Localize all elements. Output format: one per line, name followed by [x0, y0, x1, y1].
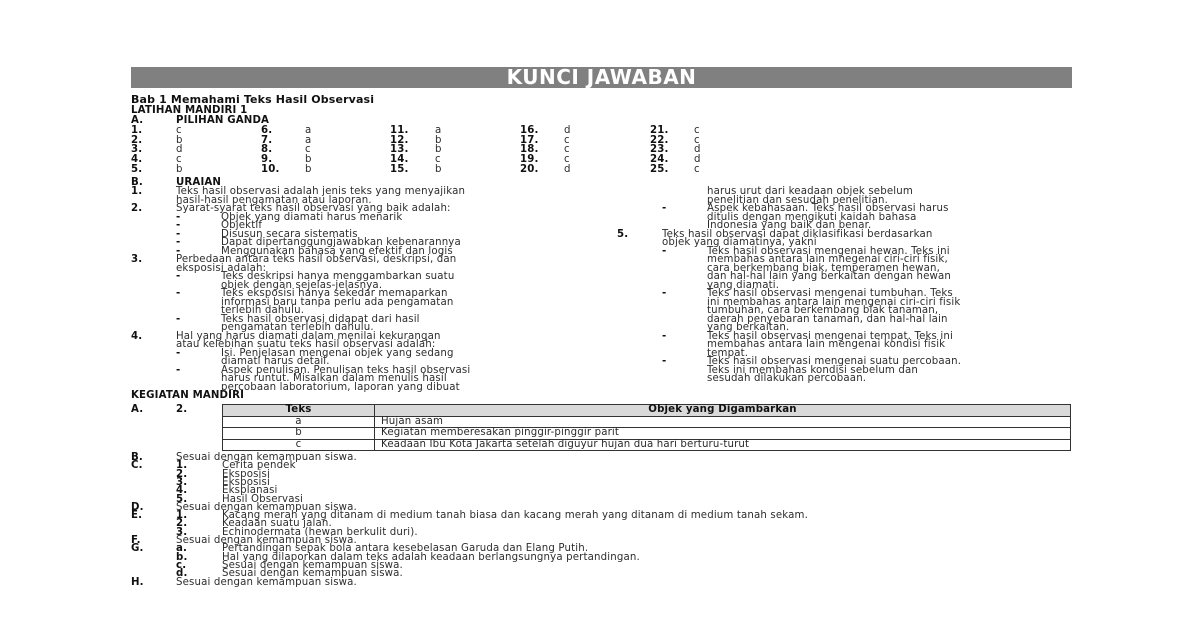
uraian-text: tempat. [707, 347, 749, 359]
mc-answer: b [176, 163, 183, 175]
uraian-text: ditulis dengan mengikuti kaidah bahasa [707, 211, 917, 223]
mc-number: 20. [520, 163, 539, 175]
uraian-text: dan hal-hal lain yang berkaitan dengan hewan [707, 271, 952, 282]
kegiatan-number: 1. [176, 460, 188, 472]
mc-answer: d [564, 125, 571, 136]
mc-number: 19. [520, 154, 539, 166]
mc-number: 11. [390, 125, 409, 136]
uraian-text: diamati harus detail. [221, 356, 330, 367]
table-header-teks: Teks [223, 405, 375, 417]
uraian-text: Teks eksposisi hanya sekedar memaparkan [221, 288, 448, 299]
uraian-number: 5. [617, 228, 629, 240]
table-header-objek: Objek yang Digambarkan [375, 405, 1071, 417]
mc-number: 9. [261, 154, 273, 166]
mc-answer: c [564, 154, 570, 166]
kegiatan-text: Keadaan suatu jalan. [222, 518, 332, 530]
kegiatan-text: Pertandingan sepak bola antara kesebelasan Garuda dan Elang Putih. [222, 543, 589, 555]
mc-number: 15. [390, 163, 409, 175]
uraian-text: membahas antara lain mengenai kondisi fisik [707, 339, 946, 350]
uraian-text: Disusun secara sistematis [221, 228, 358, 240]
kegiatan-text: Eksplanasi [222, 485, 278, 497]
mc-answer: c [305, 144, 311, 156]
mc-number: 10. [261, 163, 280, 175]
kegiatan-letter: B. [131, 452, 143, 463]
uraian-text: Perbedaan antara teks hasil observasi, deskripsi, dan [176, 254, 457, 265]
table-cell-teks: b [223, 428, 375, 440]
objek-table [222, 404, 1071, 451]
banner-title: KUNCI JAWABAN [131, 67, 1072, 88]
table-cell-teks: a [223, 416, 375, 428]
kegiatan-text: Eksposisi [222, 468, 270, 480]
kegiatan-text: Sesuai dengan kemampuan siswa. [222, 568, 403, 580]
uraian-title: URAIAN [176, 177, 222, 188]
uraian-text: Dapat dipertanggungjawabkan kebenarannya [221, 237, 461, 248]
mc-number: 12. [390, 134, 409, 146]
mc-number: 6. [261, 125, 273, 136]
uraian-text: Objektif [221, 220, 263, 231]
kegiatan-text: Sesuai dengan kemampuan siswa. [222, 559, 403, 571]
kegiatan-text: Sesuai dengan kemampuan siswa. [176, 501, 357, 513]
uraian-text: ini membahas antara lain mengenai ciri-ciri fisik [707, 296, 961, 308]
uraian-text: objek dengan sejelas-jelasnya. [221, 279, 383, 291]
uraian-number: 1. [131, 186, 143, 197]
mc-answer: b [435, 163, 442, 175]
mc-number: 1. [131, 125, 143, 136]
uraian-text: percobaan laboratorium, laporan yang dibuat [221, 381, 460, 393]
uraian-text: Aspek kebahasaan. Teks hasil observasi harus [707, 203, 949, 214]
kegiatan-number: 4. [176, 485, 188, 497]
mc-answer: b [435, 144, 442, 156]
mc-number: 21. [650, 125, 669, 136]
uraian-text: Teks hasil observasi mengenai tempat. Teks ini [707, 330, 953, 342]
uraian-letter: B. [131, 177, 143, 188]
pilihan-ganda-letter: A. [131, 115, 144, 126]
uraian-text: eksposisi adalah: [176, 262, 267, 274]
mc-answer: d [694, 144, 701, 156]
kegiatan-text: Sesuai dengan kemampuan siswa. [176, 452, 357, 463]
mc-answer: c [176, 125, 182, 136]
kegiatan-text: Sesuai dengan kemampuan siswa. [176, 576, 357, 588]
kegiatan-letter: F. [131, 535, 141, 546]
mc-number: 13. [390, 144, 409, 156]
uraian-text: Teks hasil observasi mengenai hewan. Teks ini [707, 245, 950, 257]
mc-answer: c [694, 134, 700, 146]
uraian-number: 2. [131, 203, 143, 214]
uraian-text: objek yang diamatinya, yakni [662, 237, 817, 248]
uraian-text: membahas antara lain mnegenai ciri-ciri fisik, [707, 254, 948, 265]
mc-answer: b [305, 154, 312, 166]
pilihan-ganda-title: PILIHAN GANDA [176, 115, 270, 126]
section-latihan-title: LATIHAN MANDIRI 1 [131, 105, 248, 116]
kegiatan-letter: C. [131, 460, 143, 472]
table-cell-objek: Keadaan Ibu Kota Jakarta setelah diguyur hujan dua hari berturu-turut [375, 439, 1071, 451]
mc-answer: a [305, 125, 312, 136]
mc-answer: c [435, 154, 441, 166]
mc-answer: d [176, 144, 183, 156]
uraian-text: harus runtut. Misalkan dalam menulis hasil [221, 373, 447, 384]
uraian-text: Teks hasil observasi mengenai tumbuhan. Teks [707, 288, 953, 299]
mc-answer: c [564, 144, 570, 156]
uraian-text: Teks ini membahas kondisi sebelum dan [707, 364, 919, 376]
uraian-text: cara berkembang biak, temperamen hewan, [707, 262, 941, 274]
table-row [223, 416, 1071, 428]
uraian-bullet: - [662, 288, 667, 299]
table-cell-objek: Kegiatan memberesakan pinggir-pinggir parit [375, 428, 1071, 440]
mc-number: 7. [261, 134, 273, 146]
uraian-text: Teks hasil observasi mengenai suatu percobaan. [707, 356, 962, 367]
mc-number: 5. [131, 163, 143, 175]
kegiatan-text: Sesuai dengan kemampuan siswa. [176, 535, 357, 546]
uraian-number: 3. [131, 254, 143, 265]
uraian-text: harus urut dari keadaan objek sebelum [707, 186, 913, 197]
table-header-row [223, 405, 1071, 417]
uraian-text: pengamatan terlebih dahulu. [221, 322, 374, 333]
mc-number: 4. [131, 154, 143, 166]
mc-answer: d [564, 163, 571, 175]
kegiatan-text: Eksposisi [222, 476, 270, 488]
uraian-text: Teks hasil observasi adalah jenis teks yang menyajikan [176, 186, 466, 197]
uraian-bullet: - [176, 271, 181, 282]
uraian-bullet: - [662, 203, 667, 214]
uraian-bullet: - [176, 347, 181, 359]
uraian-text: penelitian dan sesudah penelitian. [707, 194, 889, 206]
kegiatan-number: 5. [176, 493, 188, 505]
mc-answer: c [176, 154, 182, 166]
kegiatan-number: 2. [176, 518, 188, 530]
uraian-number: 4. [131, 330, 143, 342]
mc-answer: c [564, 134, 570, 146]
uraian-text: Aspek penulisan. Penulisan teks hasil observasi [221, 364, 471, 376]
table-row [223, 428, 1071, 440]
kegiatan-number: d. [176, 568, 188, 580]
mc-number: 17. [520, 134, 539, 146]
kegiatan-text: Echinodermata (hewan berkulit duri). [222, 526, 418, 538]
uraian-text: Isi. Penjelasan mengenai objek yang sedang [221, 347, 454, 359]
uraian-text: informasi baru tanpa perlu ada pengamatan [221, 296, 454, 308]
table-row [223, 439, 1071, 451]
uraian-bullet: - [176, 245, 181, 257]
uraian-text: Hal yang harus diamati dalam menilai kekurangan [176, 330, 441, 342]
uraian-text: Teks hasil observasi dapat diklasifikasi berdasarkan [662, 228, 933, 240]
mc-number: 23. [650, 144, 669, 156]
uraian-bullet: - [176, 220, 181, 231]
uraian-text: Menggunakan bahasa yang efektif dan logis [221, 245, 453, 257]
mc-answer: c [694, 125, 700, 136]
uraian-bullet: - [176, 228, 181, 240]
uraian-text: Teks deskripsi hanya menggambarkan suatu [221, 271, 455, 282]
kegiatan-text: Hasil Observasi [222, 493, 304, 505]
table-cell-objek: Hujan asam [375, 416, 1071, 428]
uraian-text: hasil-hasil pengamatan atau laporan. [176, 194, 372, 206]
mc-answer: c [694, 163, 700, 175]
uraian-text: Syarat-syarat teks hasil observasi yang baik adalah: [176, 203, 451, 214]
kegiatan-letter: H. [131, 576, 144, 588]
kegiatan-text: Kacang merah yang ditanam di medium tanah biasa dan kacang merah yang ditanam di medium tanah sekam. [222, 510, 808, 522]
uraian-text: yang berkaitan. [707, 322, 790, 333]
uraian-bullet: - [176, 211, 181, 223]
kegiatan-title: KEGIATAN MANDIRI [131, 390, 245, 401]
kegiatan-number: 3. [176, 476, 188, 488]
mc-number: 16. [520, 125, 539, 136]
mc-answer: b [305, 163, 312, 175]
kegiatan-number: 2. [176, 468, 188, 480]
kegiatan-a-letter: A. [131, 404, 144, 415]
mc-number: 3. [131, 144, 143, 156]
mc-answer: a [435, 125, 442, 136]
uraian-text: terlebih dahulu. [221, 305, 305, 316]
uraian-bullet: - [662, 245, 667, 257]
uraian-bullet: - [176, 288, 181, 299]
mc-answer: b [176, 134, 183, 146]
mc-number: 18. [520, 144, 539, 156]
mc-answer: d [694, 154, 701, 166]
mc-number: 2. [131, 134, 143, 146]
uraian-bullet: - [176, 237, 181, 248]
uraian-bullet: - [662, 330, 667, 342]
mc-number: 22. [650, 134, 669, 146]
mc-answer: b [435, 134, 442, 146]
uraian-text: Teks hasil observasi didapat dari hasil [221, 313, 420, 325]
mc-number: 8. [261, 144, 273, 156]
mc-answer: a [305, 134, 312, 146]
table-cell-teks: c [223, 439, 375, 451]
mc-number: 25. [650, 163, 669, 175]
chapter-title: Bab 1 Memahami Teks Hasil Observasi [131, 93, 375, 106]
uraian-bullet: - [662, 356, 667, 367]
kegiatan-letter: E. [131, 510, 143, 522]
uraian-text: yang diamati. [707, 279, 780, 291]
kegiatan-letter: G. [131, 543, 144, 555]
uraian-text: daerah penyebaran tanaman, dan hal-hal lain [707, 313, 948, 325]
uraian-bullet: - [176, 364, 181, 376]
uraian-text: tumbuhan, cara berkembang biak tanaman, [707, 305, 939, 316]
uraian-text: Indonesia yang baik dan benar. [707, 220, 872, 231]
kegiatan-text: Hal yang dilaporkan dalam teks adalah keadaan berlangsungnya pertandingan. [222, 551, 640, 563]
kegiatan-number: 1. [176, 510, 188, 522]
kegiatan-letter: D. [131, 501, 144, 513]
mc-number: 24. [650, 154, 669, 166]
mc-number: 14. [390, 154, 409, 166]
kegiatan-number: a. [176, 543, 188, 555]
uraian-text: sesudah dilakukan percobaan. [707, 373, 867, 384]
uraian-bullet: - [176, 313, 181, 325]
uraian-text: Objek yang diamati harus menarik [221, 211, 403, 223]
kegiatan-text: Cerita pendek [222, 460, 296, 472]
uraian-text: atau kelebihan suatu teks hasil observasi adalah: [176, 339, 436, 350]
kegiatan-number: c. [176, 559, 187, 571]
kegiatan-number: b. [176, 551, 188, 563]
kegiatan-number: 3. [176, 526, 188, 538]
kegiatan-a-number: 2. [176, 404, 188, 415]
